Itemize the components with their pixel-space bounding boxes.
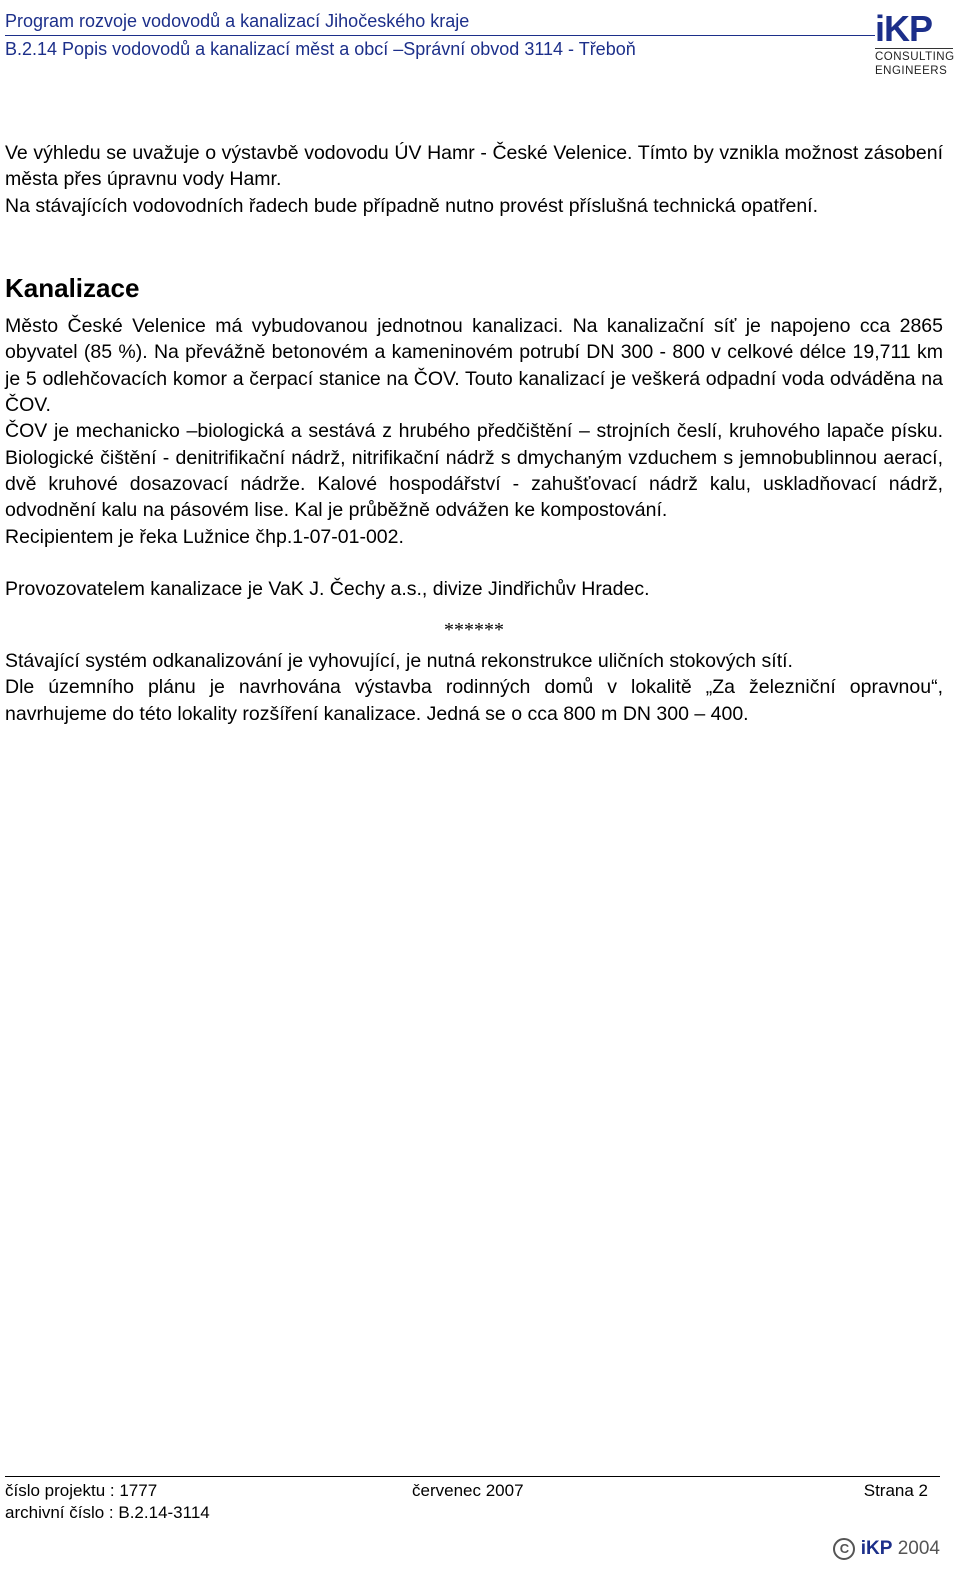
sewer-description-paragraph: Město České Velenice má vybudovanou jednotnou kanalizaci. Na kanalizační síť je napojeno cca 2865 obyvatel (85 %). Na převážně betonovém a kameninovém potrubí DN 300 - 800 v celkové délce 19,711 km je 5 odlehčovacích komor a čerpací stanice na ČOV. Touto kanalizací je veškerá odpadní voda odváděna na ČOV. — [5, 315, 943, 417]
extension-proposal-paragraph: Dle územního plánu je navrhována výstavba rodinných domů v lokalitě „Za železniční opravnou“, navrhujeme do této lokality rozšíření kanalizace. Jedná se o cca 800 m DN 300 – 400. — [5, 676, 943, 725]
water-supply-paragraph-2: Na stávajících vodovodních řadech bude případně nutno provést příslušná technická opatření. — [5, 194, 819, 217]
water-supply-paragraph-1: Ve výhledu se uvažuje o výstavbě vodovodu ÚV Hamr - České Velenice. Tímto by vznikla možnost zásobení města přes úpravnu vody Hamr. — [5, 142, 943, 191]
logo-mark: iKP — [875, 8, 933, 49]
document-body — [5, 140, 943, 727]
page-number: Strana 2 — [863, 1481, 928, 1500]
logo-text-consulting: CONSULTING — [875, 51, 955, 63]
logo-divider — [875, 48, 953, 49]
wwtp-description-paragraph: ČOV je mechanicko –biologická a sestává z hrubého předčištění – strojních česlí, kruhového lapače písku. Biologické čištění - denitrifikační nádrž, nitrifikační nádrž s dmychaným vzduchem s jemnobublinnou aerací, dvě kruhové dosazovací nádrže. Kalové hospodářství - zahušťovací nádrž kalu, uskladňovací nádrž, odvodnění kalu na pásovém lise. Kal je průběžně odvážen ke kompostování. — [5, 420, 943, 522]
ikp-logo — [875, 8, 953, 78]
copyright-notice — [833, 1538, 940, 1560]
header-divider — [5, 35, 875, 36]
assessment-paragraph: Stávající systém odkanalizování je vyhovující, je nutná rekonstrukce uličních stokových sítí. — [5, 650, 793, 673]
section-separator: ****** — [444, 619, 504, 642]
document-date: červenec 2007 — [412, 1481, 524, 1500]
section-heading-kanalizace: Kanalizace — [5, 272, 140, 303]
page-footer — [5, 1476, 940, 1586]
archive-number: archivní číslo : B.2.14-3114 — [5, 1503, 210, 1522]
copyright-brand: iKP — [860, 1538, 893, 1560]
recipient-paragraph: Recipientem je řeka Lužnice čhp.1-07-01-002. — [5, 525, 404, 548]
footer-divider — [5, 1476, 940, 1477]
document-section-title: B.2.14 Popis vodovodů a kanalizací měst a obcí –Správní obvod 3114 - Třeboň — [5, 39, 636, 59]
copyright-icon: C — [833, 1538, 855, 1560]
document-series-title: Program rozvoje vodovodů a kanalizací Jihočeského kraje — [5, 11, 470, 31]
operator-paragraph: Provozovatelem kanalizace je VaK J. Čechy a.s., divize Jindřichův Hradec. — [5, 577, 650, 600]
page-header — [5, 8, 953, 78]
copyright-year: 2004 — [897, 1538, 940, 1560]
project-number: číslo projektu : 1777 — [5, 1481, 158, 1500]
logo-text-engineers: ENGINEERS — [875, 65, 948, 77]
